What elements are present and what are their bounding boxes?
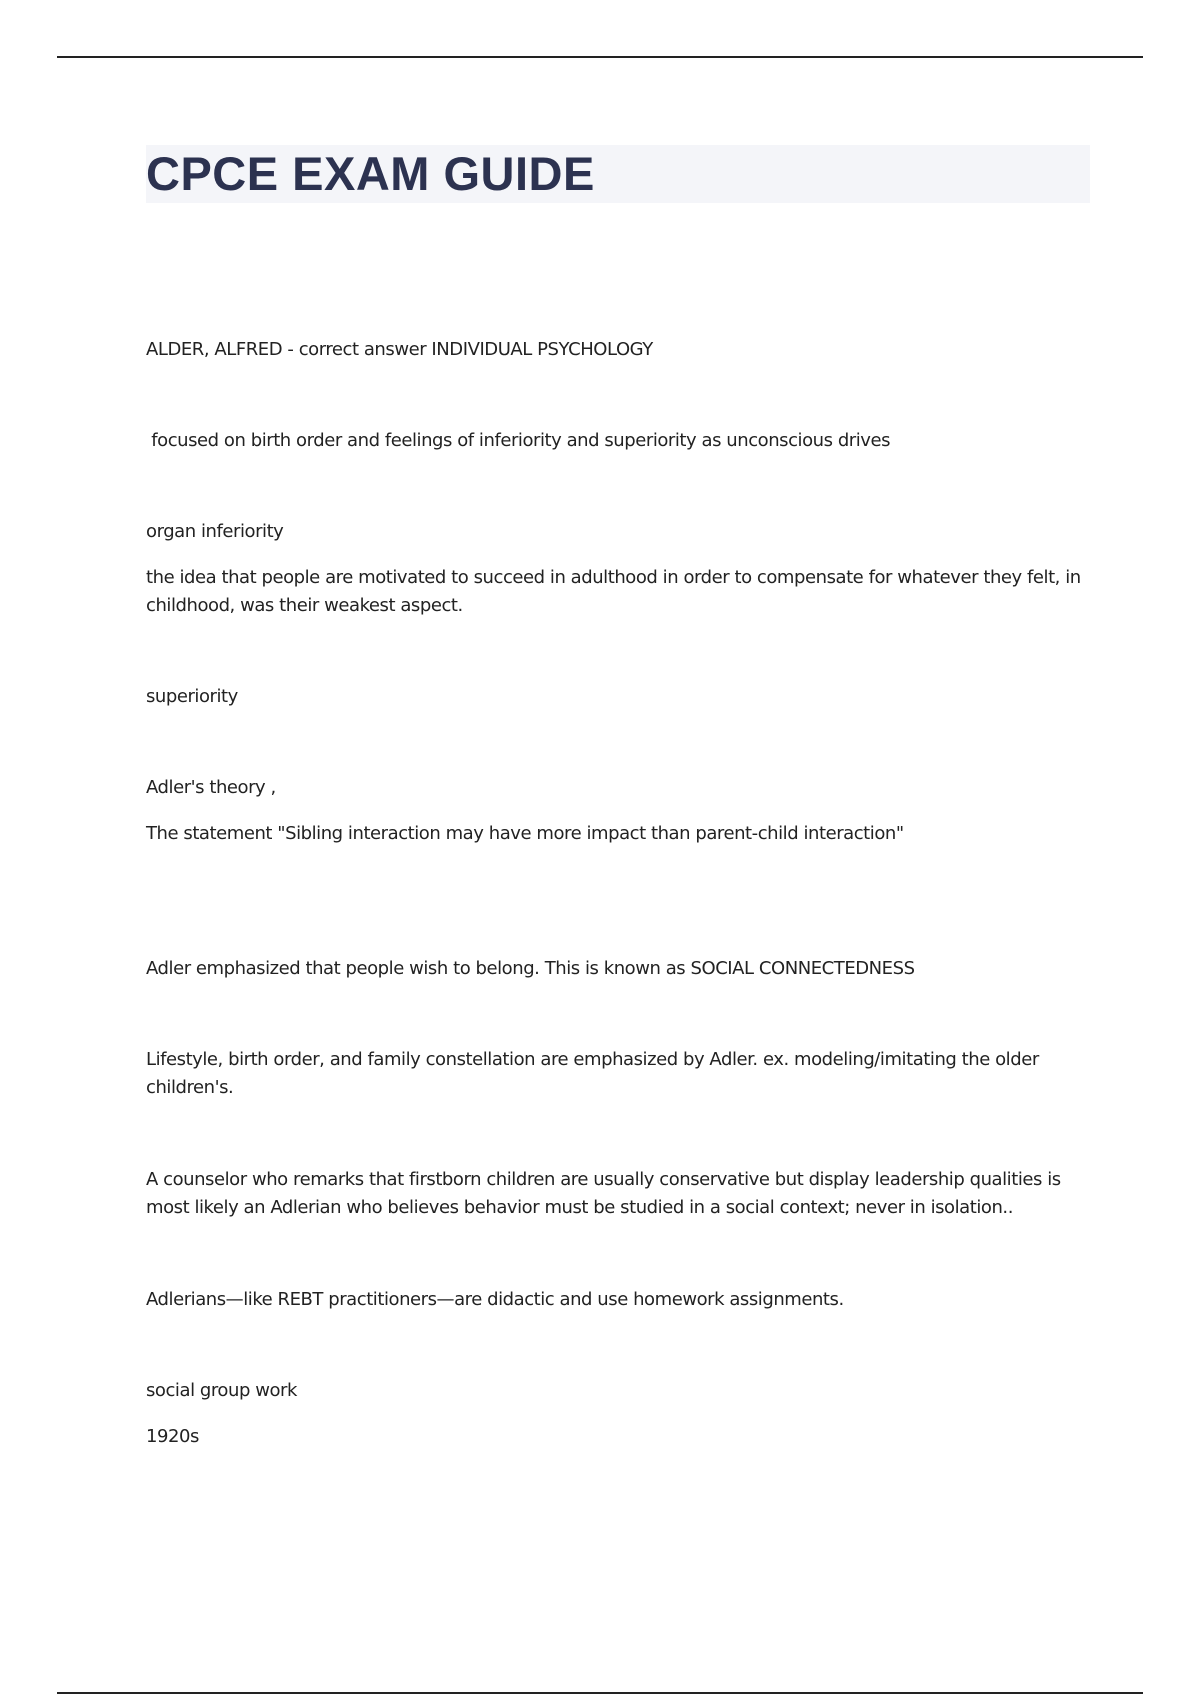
text-line: Adler's theory , bbox=[146, 777, 276, 798]
text-line: Lifestyle, birth order, and family constellation are emphasized by Adler. ex. modeling/imitating the older children's. bbox=[146, 1049, 1039, 1098]
text-line: A counselor who remarks that firstborn children are usually conservative but display leadership qualities is most likely an Adlerian who believes behavior must be studied in a social context; never in isolation.. bbox=[146, 1169, 1061, 1218]
bottom-divider bbox=[57, 1692, 1143, 1694]
text-line: the idea that people are motivated to succeed in adulthood in order to compensate for whatever they felt, in childhood, was their weakest aspect. bbox=[146, 567, 1081, 616]
text-line: Adler emphasized that people wish to belong. This is known as SOCIAL CONNECTEDNESS bbox=[146, 958, 915, 979]
text-line: focused on birth order and feelings of inferiority and superiority as unconscious drives bbox=[146, 430, 891, 451]
text-line: 1920s bbox=[146, 1426, 199, 1447]
text-line: Adlerians—like REBT practitioners—are didactic and use homework assignments. bbox=[146, 1289, 844, 1310]
text-line: organ inferiority bbox=[146, 521, 284, 542]
text-line: The statement "Sibling interaction may have more impact than parent-child interaction" bbox=[146, 823, 904, 844]
text-line: social group work bbox=[146, 1380, 297, 1401]
text-line: superiority bbox=[146, 686, 238, 707]
page-title: CPCE EXAM GUIDE bbox=[146, 147, 595, 200]
top-divider bbox=[57, 56, 1143, 58]
text-line: ALDER, ALFRED - correct answer INDIVIDUAL PSYCHOLOGY bbox=[146, 339, 653, 360]
